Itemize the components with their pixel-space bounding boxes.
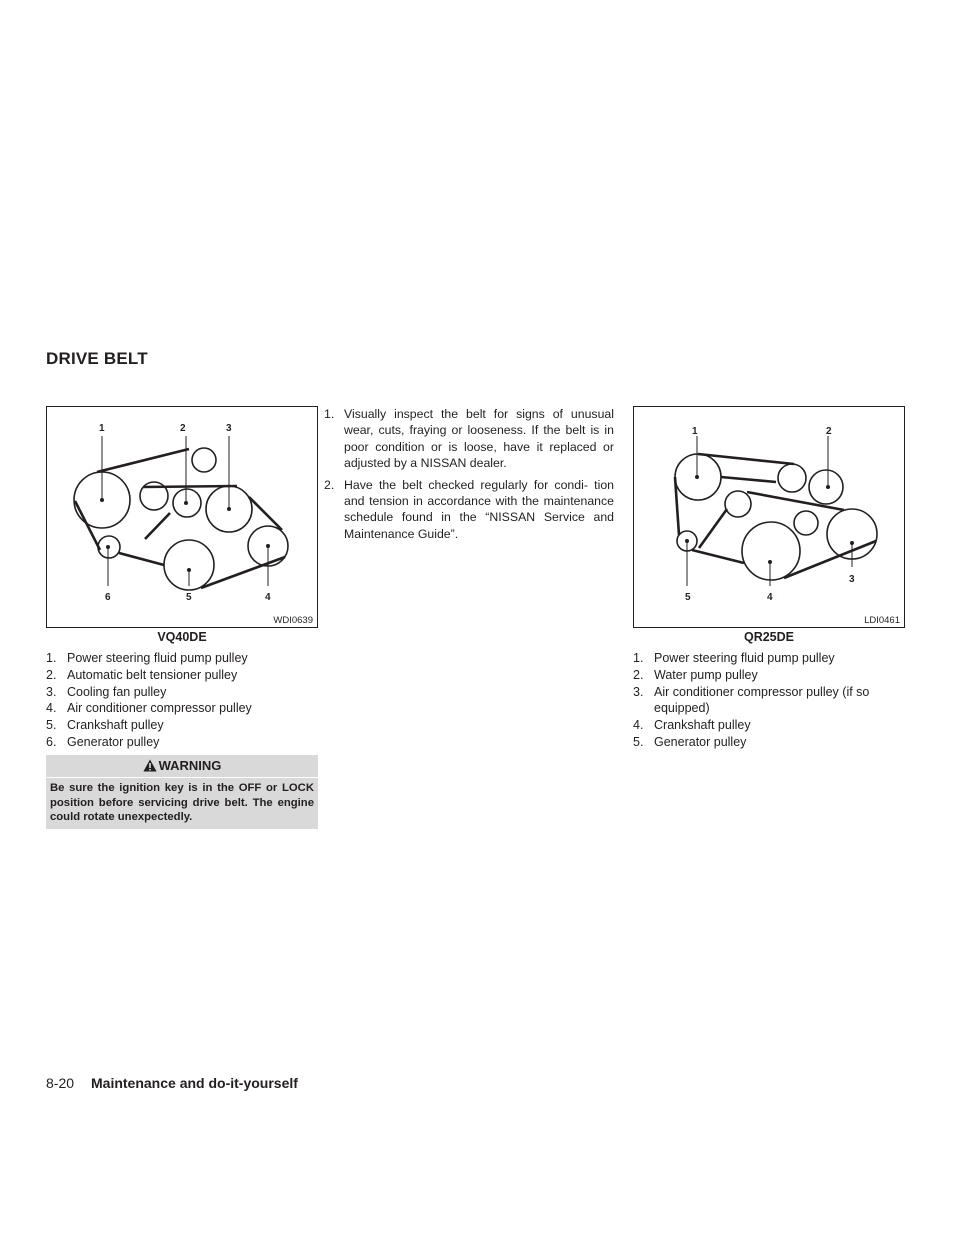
step-item: 2. Have the belt checked regularly for condi- tion and tension in accordance with the maintenance schedule found in the “NISSAN Service and Maintenance Guide”. <box>324 477 614 541</box>
section-title: DRIVE BELT <box>46 349 148 368</box>
figure-code: LDI0461 <box>864 615 900 626</box>
list-item: 1. Power steering fluid pump pulley <box>633 651 835 665</box>
callout-3: 3 <box>849 574 855 585</box>
list-item: 1. Power steering fluid pump pulley <box>46 651 248 665</box>
idler-pulley-upper <box>778 464 806 492</box>
list-item: 3. Cooling fan pulley <box>46 684 167 699</box>
warning-title: WARNING <box>158 758 222 773</box>
list-item: 2. Automatic belt tensioner pulley <box>46 667 238 682</box>
callout-3: 3 <box>226 423 232 434</box>
callout-2: 2 <box>180 423 186 434</box>
warning-header <box>46 755 318 778</box>
warning-text: Be sure the ignition key is in the OFF or LOCK position before servicing drive belt. The engine could rotate unexpectedly. <box>50 782 314 823</box>
figure-code: WDI0639 <box>273 615 313 626</box>
callout-1: 1 <box>99 423 105 434</box>
list-item: 5. Generator pulley <box>633 734 747 749</box>
figure-caption: QR25DE <box>743 630 795 644</box>
callout-5: 5 <box>186 592 192 603</box>
belt-diagram-vq40de <box>46 406 318 628</box>
step-item: 1. Visually inspect the belt for signs of unusual wear, cuts, fraying or looseness. If the belt is in poor condition or is loose, have it replaced or adjusted by a NISSAN dealer. <box>324 407 614 471</box>
callout-2: 2 <box>826 426 832 437</box>
idler-pulley-middle <box>725 491 751 517</box>
pulley-4 <box>742 522 800 580</box>
callout-6: 6 <box>105 592 111 603</box>
legend-list-vq40de <box>46 650 318 751</box>
belt-routing-drawing <box>634 407 904 627</box>
list-item: 4. Air conditioner compressor pulley <box>46 701 252 716</box>
chapter-title: Maintenance and do-it-yourself <box>91 1075 298 1091</box>
callout-1: 1 <box>692 426 698 437</box>
list-item: 2. Water pump pulley <box>633 667 758 682</box>
list-item: 5. Crankshaft pulley <box>46 718 164 733</box>
legend-list-qr25de <box>633 650 903 751</box>
idler-pulley-lower <box>794 511 818 535</box>
warning-box <box>46 755 318 829</box>
belt-diagram-qr25de <box>633 406 905 628</box>
figure-caption: VQ40DE <box>157 630 207 644</box>
idler-pulley <box>192 448 216 472</box>
list-item: 3. Air conditioner compressor pulley (if so equipped) <box>633 684 870 716</box>
list-item: 6. Generator pulley <box>46 734 160 749</box>
warning-icon <box>143 759 157 772</box>
list-item: 4. Crankshaft pulley <box>633 718 751 733</box>
belt-routing-drawing <box>47 407 317 627</box>
inspection-steps <box>320 406 614 547</box>
callout-4: 4 <box>767 592 773 603</box>
page-number: 8-20 <box>46 1075 75 1091</box>
callout-4: 4 <box>265 592 271 603</box>
callout-5: 5 <box>685 592 691 603</box>
